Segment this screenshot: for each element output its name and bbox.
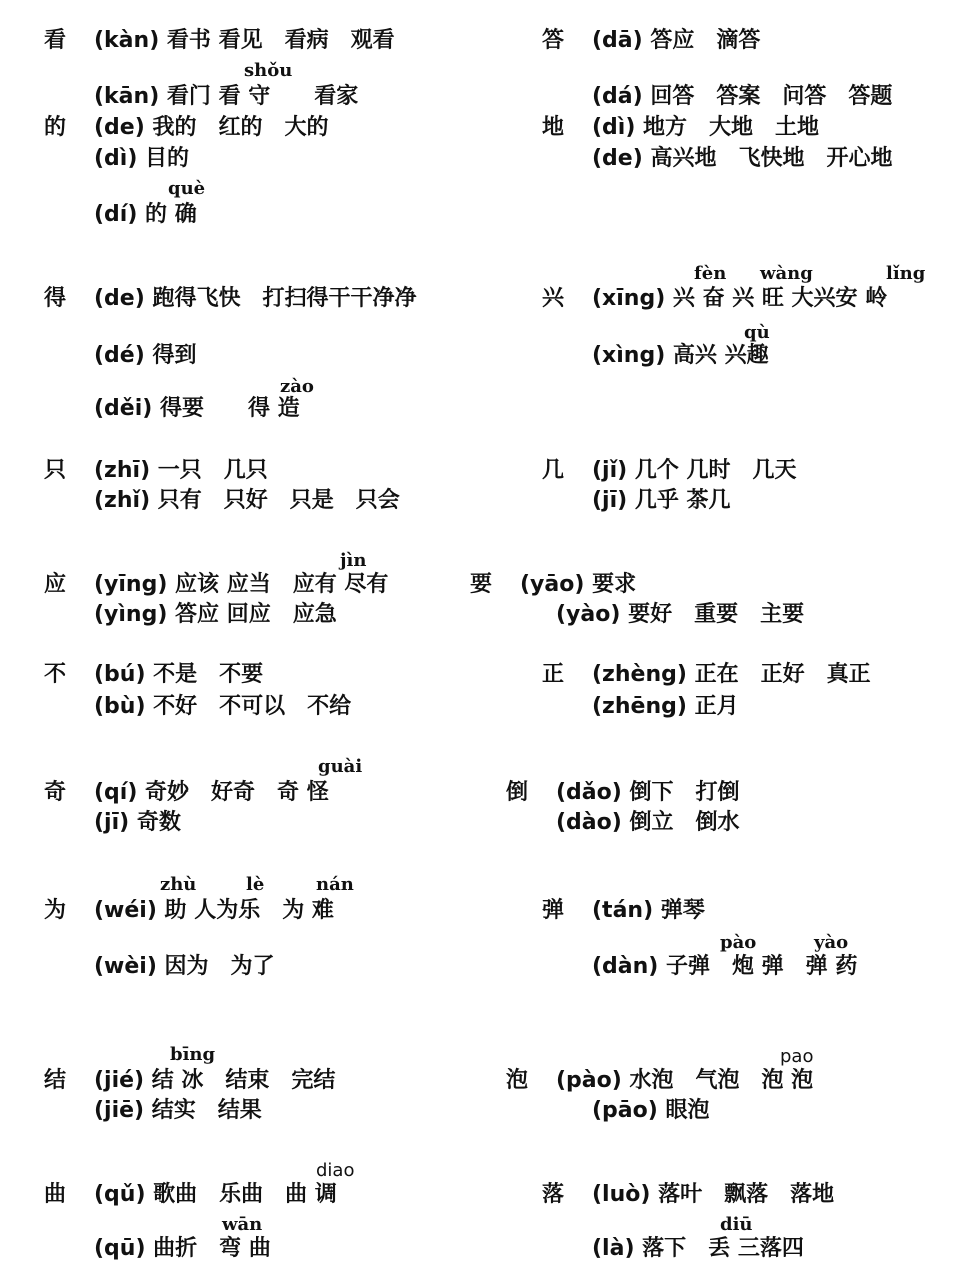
pinyin-annotation: qù <box>744 322 770 343</box>
pinyin-annotation: lǐng <box>886 263 926 284</box>
head-char: 泡 <box>506 1068 529 1093</box>
reading-row: (de) 高兴地 飞快地 开心地 <box>592 146 893 171</box>
reading-row: (jī) 几乎 茶几 <box>592 488 731 513</box>
pinyin-annotation: zào <box>280 376 314 397</box>
reading-row: (zhī) 一只 几只 <box>94 458 268 483</box>
head-char: 正 <box>542 662 565 687</box>
reading-row: (tán) 弹琴 <box>592 898 705 923</box>
pinyin-annotation: fèn <box>694 263 727 284</box>
reading-row: (kān) 看门 看 守 看家 <box>94 84 359 109</box>
reading-row: (qǔ) 歌曲 乐曲 曲 调 <box>94 1182 337 1207</box>
reading-row: (yāo) 要求 <box>520 572 637 597</box>
head-char: 要 <box>470 572 493 597</box>
pinyin-annotation: lè <box>246 874 265 895</box>
reading-row: (yīng) 应该 应当 应有 尽有 <box>94 572 389 597</box>
pinyin-annotation: bīng <box>170 1044 216 1065</box>
reading-row: (pào) 水泡 气泡 泡 泡 <box>556 1068 814 1093</box>
pinyin-annotation: shǒu <box>244 60 293 81</box>
pinyin-annotation: pào <box>720 932 757 953</box>
head-char: 答 <box>542 28 565 53</box>
pinyin-annotation: guài <box>318 756 363 777</box>
reading-row: (zhèng) 正在 正好 真正 <box>592 662 871 687</box>
head-char: 落 <box>542 1182 565 1207</box>
pinyin-annotation: yào <box>814 932 849 953</box>
pinyin-annotation: jìn <box>340 550 367 571</box>
reading-row: (dā) 答应 滴答 <box>592 28 761 53</box>
reading-row: (wèi) 因为 为了 <box>94 954 275 979</box>
head-char: 为 <box>44 898 67 923</box>
reading-row: (là) 落下 丢 三落四 <box>592 1236 804 1261</box>
reading-row: (de) 跑得飞快 打扫得干干净净 <box>94 286 417 311</box>
reading-row: (jié) 结 冰 结束 完结 <box>94 1068 336 1093</box>
reading-row: (pāo) 眼泡 <box>592 1098 710 1123</box>
reading-row: (xìng) 高兴 兴趣 <box>592 343 769 368</box>
reading-row: (dé) 得到 <box>94 343 197 368</box>
reading-row: (jiē) 结实 结果 <box>94 1098 262 1123</box>
reading-row: (dì) 目的 <box>94 146 190 171</box>
head-char: 奇 <box>44 780 67 805</box>
head-char: 看 <box>44 28 67 53</box>
pinyin-annotation: nán <box>316 874 354 895</box>
reading-row: (qí) 奇妙 好奇 奇 怪 <box>94 780 329 805</box>
reading-row: (qū) 曲折 弯 曲 <box>94 1236 271 1261</box>
reading-row: (yìng) 答应 回应 应急 <box>94 602 337 627</box>
reading-row: (dàn) 子弹 炮 弹 弹 药 <box>592 954 858 979</box>
reading-row: (zhǐ) 只有 只好 只是 只会 <box>94 488 400 513</box>
pinyin-annotation: diū <box>720 1214 753 1235</box>
reading-row: (kàn) 看书 看见 看病 观看 <box>94 28 395 53</box>
reading-row: (bú) 不是 不要 <box>94 662 264 687</box>
reading-row: (bù) 不好 不可以 不给 <box>94 694 352 719</box>
head-char: 曲 <box>44 1182 67 1207</box>
head-char: 应 <box>44 572 67 597</box>
reading-row: (de) 我的 红的 大的 <box>94 115 329 140</box>
head-char: 结 <box>44 1068 67 1093</box>
pinyin-annotation: wàng <box>760 263 813 284</box>
reading-row: (luò) 落叶 飘落 落地 <box>592 1182 835 1207</box>
pinyin-annotation: pao <box>780 1046 814 1067</box>
reading-row: (dào) 倒立 倒水 <box>556 810 740 835</box>
pinyin-annotation: zhù <box>160 874 197 895</box>
reading-row: (jǐ) 几个 几时 几天 <box>592 458 797 483</box>
head-char: 弹 <box>542 898 565 923</box>
reading-row: (děi) 得要 得 造 <box>94 396 300 421</box>
pinyin-annotation: wān <box>222 1214 263 1235</box>
head-char: 只 <box>44 458 67 483</box>
head-char: 倒 <box>506 780 529 805</box>
head-char: 的 <box>44 115 67 140</box>
pinyin-annotation: què <box>168 178 206 199</box>
reading-row: (wéi) 助 人为乐 为 难 <box>94 898 334 923</box>
reading-row: (yào) 要好 重要 主要 <box>556 602 805 627</box>
reading-row: (dá) 回答 答案 问答 答题 <box>592 84 893 109</box>
head-char: 不 <box>44 662 67 687</box>
reading-row: (dí) 的 确 <box>94 202 197 227</box>
head-char: 兴 <box>542 286 565 311</box>
pinyin-annotation: diao <box>316 1160 355 1181</box>
reading-row: (jī) 奇数 <box>94 810 181 835</box>
reading-row: (dì) 地方 大地 土地 <box>592 115 820 140</box>
reading-row: (zhēng) 正月 <box>592 694 739 719</box>
reading-row: (xīng) 兴 奋 兴 旺 大兴安 岭 <box>592 286 888 311</box>
reading-row: (dǎo) 倒下 打倒 <box>556 780 740 805</box>
head-char: 得 <box>44 286 67 311</box>
head-char: 几 <box>542 458 565 483</box>
head-char: 地 <box>542 115 565 140</box>
